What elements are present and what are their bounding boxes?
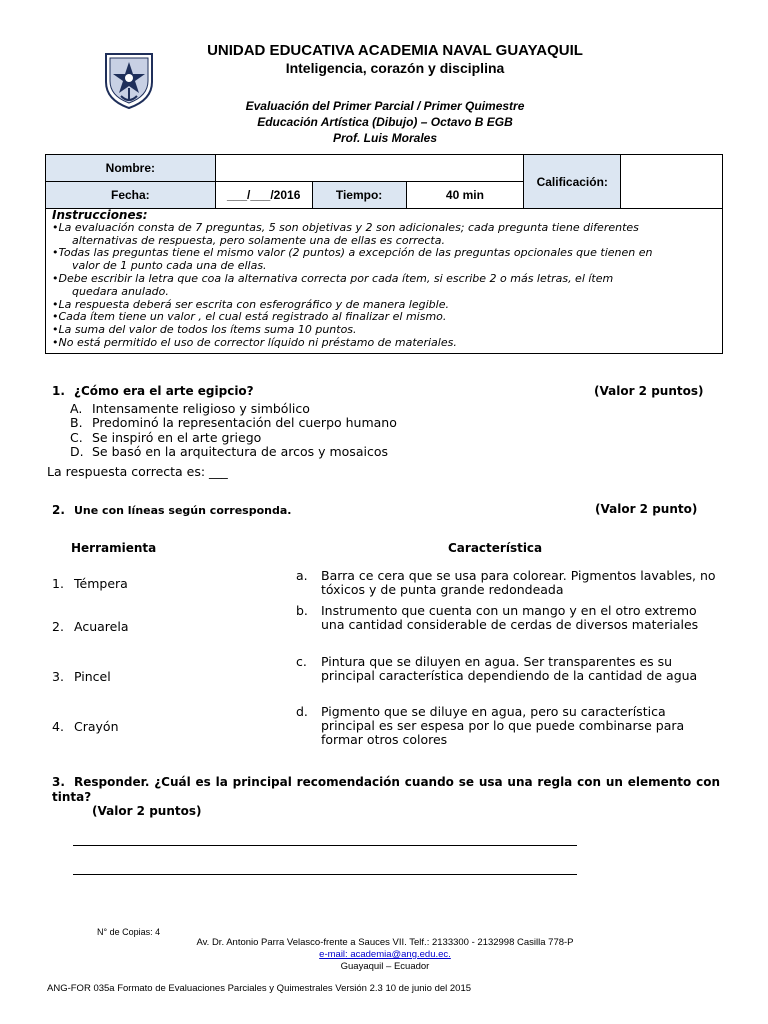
subject-title: Educación Artística (Dibujo) – Octavo B EGB: [257, 115, 513, 129]
time-value: 40 min: [406, 182, 524, 209]
q1-points: (Valor 2 puntos): [594, 384, 704, 398]
q1-option-c: C. Se inspiró en el arte griego: [70, 430, 262, 445]
instruction-item: •No está permitido el uso de corrector líquido ni préstamo de materiales.: [52, 335, 457, 349]
q1-option-b: B. Predominó la representación del cuerpo humano: [70, 415, 397, 430]
tool-item: 3. Pincel: [52, 669, 111, 684]
characteristic-column-header: Característica: [448, 541, 543, 555]
copies-count: N° de Copias: 4: [97, 927, 161, 937]
form-code: ANG-FOR 035a Formato de Evaluaciones Parciales y Quimestrales Versión 2.3 10 de junio del 2015: [47, 983, 472, 994]
q1-option-a: A. Intensamente religioso y simbólico: [70, 401, 310, 416]
characteristic-item: b. Instrumento que cuenta con un mango y en el otro extremo una cantidad considerable de cerdas de diversos materiales: [296, 603, 699, 632]
instruction-item: •La evaluación consta de 7 preguntas, 5 son objetivas y 2 son adicionales; cada pregunta tiene diferentes alternativas de respuesta, pero solamente una de ellas es correcta.: [52, 220, 639, 247]
student-info-table: [45, 154, 723, 209]
answer-line[interactable]: [73, 845, 577, 846]
grade-label: Calificación:: [524, 155, 621, 209]
tool-item: 4. Crayón: [52, 719, 119, 734]
name-label: Nombre:: [46, 155, 216, 182]
email-link[interactable]: e-mail: academia@ang.edu.ec.: [319, 949, 451, 960]
school-name: UNIDAD EDUCATIVA ACADEMIA NAVAL GUAYAQUIL: [207, 42, 583, 59]
characteristic-item: d. Pigmento que se diluye en agua, pero su característica principal es ser espesa por lo que puede combinarse para formar otros colores: [296, 704, 685, 747]
q2-points: (Valor 2 punto): [595, 502, 698, 516]
q1-option-d: D. Se basó en la arquitectura de arcos y mosaicos: [70, 444, 388, 459]
tool-item: 1. Témpera: [52, 576, 128, 591]
time-label: Tiempo:: [312, 182, 406, 209]
instructions-box: [45, 209, 723, 354]
teacher-name: Prof. Luis Morales: [332, 131, 438, 145]
instruction-item: •Cada ítem tiene un valor , el cual está registrado al finalizar el mismo.: [52, 310, 447, 324]
name-field[interactable]: [215, 155, 524, 182]
tool-column-header: Herramienta: [71, 541, 157, 555]
characteristic-item: a. Barra ce cera que se usa para colorear. Pigmentos lavables, no tóxicos y de punta grande redondeada: [296, 568, 716, 597]
characteristic-item: c. Pintura que se diluyen en agua. Ser transparentes es su principal característica dependiendo de la cantidad de agua: [296, 654, 698, 683]
q1-answer-prompt: La respuesta correcta es: ___: [47, 464, 228, 479]
q1-heading: 1. ¿Cómo era el arte egipcio?: [52, 384, 254, 398]
instruction-item: •La respuesta deberá ser escrita con esferográfico y de manera legible.: [52, 297, 449, 311]
date-label: Fecha:: [46, 182, 216, 209]
tool-item: 2. Acuarela: [52, 619, 129, 634]
instruction-item: •Debe escribir la letra que coa la alternativa correcta por cada ítem, si escribe 2 o más letras, el ítem quedara anulado.: [52, 271, 614, 298]
instructions-title: Instrucciones:: [52, 208, 148, 222]
school-motto: Inteligencia, corazón y disciplina: [285, 60, 505, 76]
q2-heading: 2. Une con líneas según corresponda.: [52, 503, 292, 517]
instruction-item: •Todas las preguntas tiene el mismo valor (2 puntos) a excepción de las preguntas opcionales que tienen en valor de 1 punto cada una de ellas.: [52, 246, 653, 273]
q3-heading: 3. Responder. ¿Cuál es la principal recomendación cuando se usa una regla con un elemento con tinta?: [52, 775, 720, 804]
q3-points: (Valor 2 puntos): [92, 804, 202, 818]
footer-email: [100, 949, 670, 960]
answer-line[interactable]: [73, 874, 577, 875]
exam-title: Evaluación del Primer Parcial / Primer Quimestre: [245, 99, 525, 113]
instruction-item: •La suma del valor de todos los ítems suma 10 puntos.: [52, 323, 357, 337]
footer-city: Guayaquil – Ecuador: [340, 961, 430, 972]
footer-address: Av. Dr. Antonio Parra Velasco-frente a Sauces VII. Telf.: 2133300 - 2132998 Casilla 778-P: [196, 937, 574, 948]
grade-field[interactable]: [621, 155, 723, 209]
date-field[interactable]: ___/___/2016: [215, 182, 312, 209]
